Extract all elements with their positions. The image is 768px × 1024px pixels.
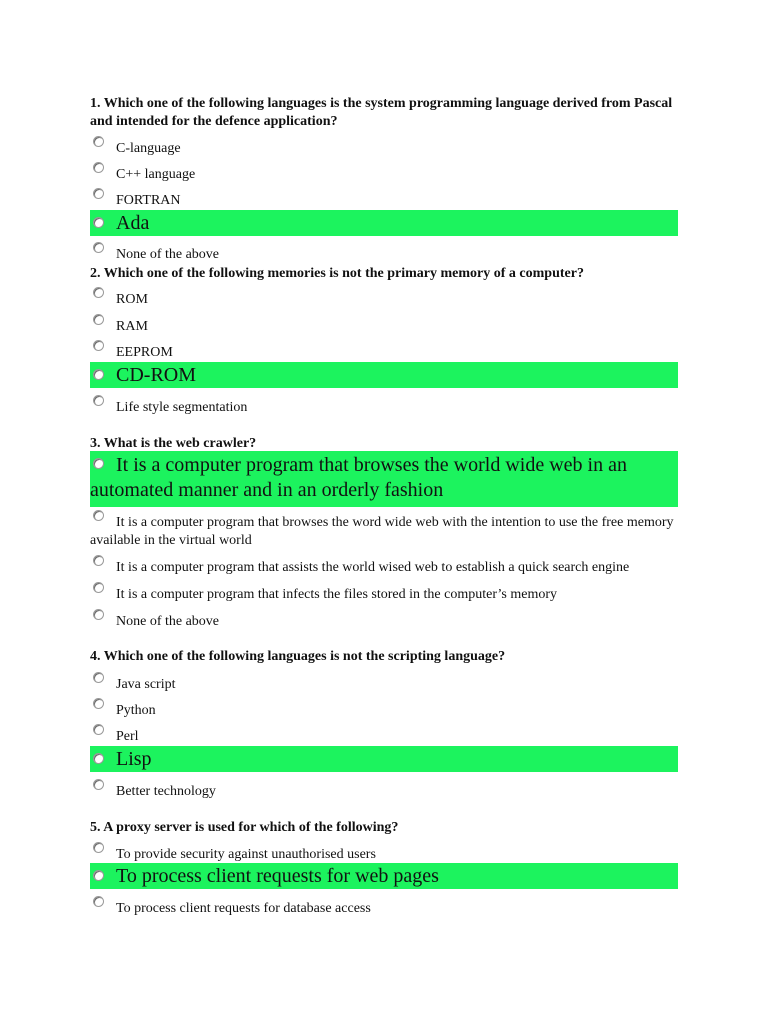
radio-icon[interactable] — [93, 510, 104, 521]
q1-option-4-highlighted[interactable] — [90, 210, 678, 236]
radio-icon[interactable] — [93, 188, 104, 199]
q5-option-2-highlighted[interactable] — [90, 863, 678, 889]
option-label: CD-ROM — [116, 364, 197, 386]
question-3: 3. What is the web crawler? — [90, 436, 257, 451]
radio-icon[interactable] — [93, 242, 104, 253]
radio-icon[interactable] — [93, 609, 104, 620]
radio-icon[interactable] — [93, 314, 104, 325]
radio-icon[interactable] — [93, 217, 104, 228]
radio-icon[interactable] — [93, 896, 104, 907]
option-label: Life style segmentation — [116, 400, 248, 415]
option-label: FORTRAN — [116, 193, 181, 208]
radio-icon[interactable] — [93, 458, 104, 469]
radio-icon[interactable] — [93, 340, 104, 351]
option-label: C-language — [116, 141, 181, 156]
option-label: It is a computer program that infects the files stored in the computer’s memory — [116, 587, 558, 602]
q2-option-4-highlighted[interactable] — [90, 362, 678, 388]
q3-option-2[interactable] — [90, 514, 678, 550]
question-5: 5. A proxy server is used for which of the following? — [90, 820, 399, 835]
radio-icon[interactable] — [93, 842, 104, 853]
radio-icon[interactable] — [93, 555, 104, 566]
radio-icon[interactable] — [93, 287, 104, 298]
question-1: 1. Which one of the following languages is the system programming language derived from Pascal and intended for the defence application? — [90, 96, 673, 129]
option-label: It is a computer program that browses the world wide web in an automated manner and in an orderly fashion — [90, 454, 627, 501]
option-label: It is a computer program that browses the word wide web with the intention to use the free memory available in the virtual world — [90, 515, 674, 548]
option-label: Java script — [116, 677, 176, 692]
radio-icon[interactable] — [93, 870, 104, 881]
option-label: To provide security against unauthorised users — [116, 847, 376, 862]
q4-option-4-highlighted[interactable] — [90, 746, 678, 772]
option-label: Lisp — [116, 748, 152, 770]
radio-icon[interactable] — [93, 753, 104, 764]
option-label: RAM — [116, 319, 148, 334]
radio-icon[interactable] — [93, 369, 104, 380]
radio-icon[interactable] — [93, 698, 104, 709]
option-label: Better technology — [116, 784, 216, 799]
option-label: Ada — [116, 212, 150, 234]
option-label: None of the above — [116, 247, 220, 262]
question-2: 2. Which one of the following memories is not the primary memory of a computer? — [90, 266, 584, 281]
radio-icon[interactable] — [93, 582, 104, 593]
q3-option-1-highlighted[interactable] — [90, 451, 678, 507]
option-label: Python — [116, 703, 156, 718]
radio-icon[interactable] — [93, 162, 104, 173]
option-label: To process client requests for web pages — [116, 865, 439, 887]
question-4: 4. Which one of the following languages is not the scripting language? — [90, 649, 506, 664]
option-label: ROM — [116, 292, 148, 307]
option-label: Perl — [116, 729, 139, 744]
option-label: To process client requests for database access — [116, 901, 371, 916]
option-label: It is a computer program that assists the world wised web to establish a quick search engine — [116, 560, 630, 575]
option-label: C++ language — [116, 167, 196, 182]
radio-icon[interactable] — [93, 779, 104, 790]
option-label: None of the above — [116, 614, 220, 629]
radio-icon[interactable] — [93, 136, 104, 147]
radio-icon[interactable] — [93, 724, 104, 735]
radio-icon[interactable] — [93, 395, 104, 406]
radio-icon[interactable] — [93, 672, 104, 683]
option-label: EEPROM — [116, 345, 173, 360]
